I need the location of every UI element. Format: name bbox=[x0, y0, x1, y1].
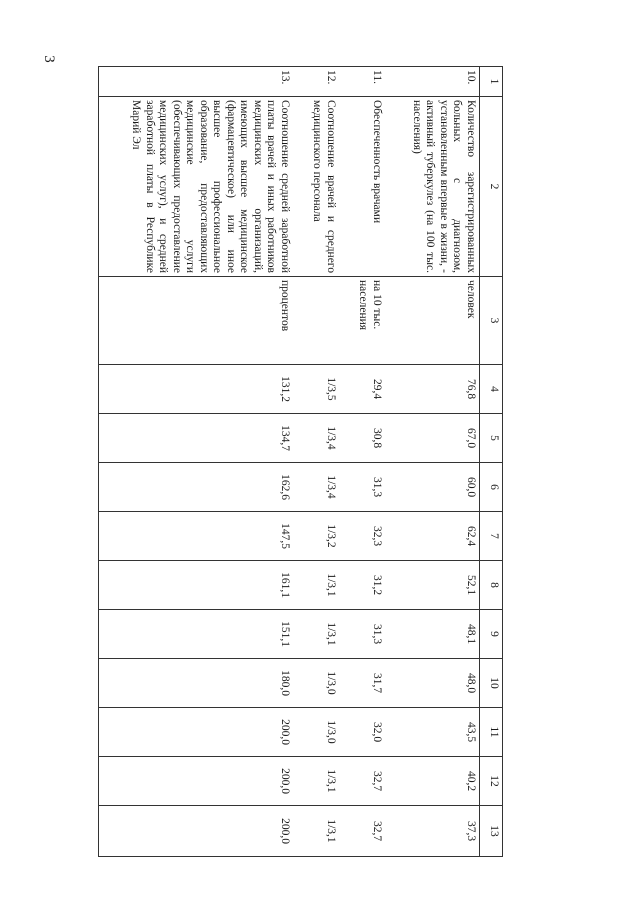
column-header: 4 bbox=[480, 365, 503, 414]
row-number: 12. bbox=[293, 67, 339, 97]
value-cell: 60,0 bbox=[385, 463, 480, 512]
row-number: 11. bbox=[339, 67, 385, 97]
value-cell: 161,1 bbox=[99, 561, 294, 610]
unit-cell bbox=[293, 277, 339, 365]
value-cell: 1/3,0 bbox=[293, 708, 339, 757]
page-number: 3 bbox=[41, 55, 57, 63]
value-cell: 29,4 bbox=[339, 365, 385, 414]
value-cell: 134,7 bbox=[99, 414, 294, 463]
value-cell: 162,6 bbox=[99, 463, 294, 512]
value-cell: 48,0 bbox=[385, 659, 480, 708]
value-cell: 1/3,0 bbox=[293, 659, 339, 708]
value-cell: 32,3 bbox=[339, 512, 385, 561]
value-cell: 76,8 bbox=[385, 365, 480, 414]
value-cell: 1/3,1 bbox=[293, 757, 339, 806]
value-cell: 31,3 bbox=[339, 463, 385, 512]
column-header: 2 bbox=[480, 97, 503, 277]
value-cell: 52,1 bbox=[385, 561, 480, 610]
value-cell: 131,2 bbox=[99, 365, 294, 414]
value-cell: 62,4 bbox=[385, 512, 480, 561]
indicator-name: Обеспеченность врачами bbox=[339, 97, 385, 277]
value-cell: 200,0 bbox=[99, 806, 294, 857]
column-header: 7 bbox=[480, 512, 503, 561]
value-cell: 32,0 bbox=[339, 708, 385, 757]
value-cell: 37,3 bbox=[385, 806, 480, 857]
column-header: 1 bbox=[480, 67, 503, 97]
value-cell: 180,0 bbox=[99, 659, 294, 708]
value-cell: 31,3 bbox=[339, 610, 385, 659]
column-header: 11 bbox=[480, 708, 503, 757]
table-row bbox=[99, 67, 294, 857]
value-cell: 32,7 bbox=[339, 806, 385, 857]
value-cell: 1/3,5 bbox=[293, 365, 339, 414]
value-cell: 43,5 bbox=[385, 708, 480, 757]
value-cell: 32,7 bbox=[339, 757, 385, 806]
value-cell: 200,0 bbox=[99, 708, 294, 757]
unit-cell: человек bbox=[385, 277, 480, 365]
value-cell: 1/3,1 bbox=[293, 806, 339, 857]
table-row bbox=[293, 67, 339, 857]
table-row bbox=[385, 67, 480, 857]
unit-cell: на 10 тыс. населения bbox=[339, 277, 385, 365]
row-number: 10. bbox=[385, 67, 480, 97]
indicator-name: Соотношение врачей и среднего медицинского персонала bbox=[293, 97, 339, 277]
value-cell: 147,5 bbox=[99, 512, 294, 561]
value-cell: 67,0 bbox=[385, 414, 480, 463]
column-header: 6 bbox=[480, 463, 503, 512]
value-cell: 31,7 bbox=[339, 659, 385, 708]
value-cell: 30,8 bbox=[339, 414, 385, 463]
value-cell: 31,2 bbox=[339, 561, 385, 610]
column-header: 8 bbox=[480, 561, 503, 610]
column-header: 12 bbox=[480, 757, 503, 806]
value-cell: 151,1 bbox=[99, 610, 294, 659]
table-row bbox=[339, 67, 385, 857]
value-cell: 1/3,4 bbox=[293, 463, 339, 512]
column-header: 3 bbox=[480, 277, 503, 365]
indicators-table-wrapper bbox=[98, 66, 503, 856]
indicators-table bbox=[98, 66, 503, 857]
table-header-row bbox=[480, 67, 503, 857]
column-header: 5 bbox=[480, 414, 503, 463]
value-cell: 1/3,1 bbox=[293, 561, 339, 610]
column-header: 9 bbox=[480, 610, 503, 659]
value-cell: 48,1 bbox=[385, 610, 480, 659]
unit-cell: процентов bbox=[99, 277, 294, 365]
value-cell: 1/3,4 bbox=[293, 414, 339, 463]
indicator-name: Соотношение средней заработной платы врачей и иных работников медицинских организаций, имеющих высшее медицинское (фармацевтическое) или иное высшее профессиональное образование, предоставляющих медицинские услуги (обеспечивающих предоставление медицинских услуг), и средней заработной платы в Республике Марий Эл bbox=[99, 97, 294, 277]
column-header: 13 bbox=[480, 806, 503, 857]
value-cell: 1/3,1 bbox=[293, 610, 339, 659]
indicator-name: Количество зарегистрированных больных с диагнозом, установленным впервые в жизни, - активный туберкулез (на 100 тыс. населения) bbox=[385, 97, 480, 277]
value-cell: 40,2 bbox=[385, 757, 480, 806]
row-number: 13. bbox=[99, 67, 294, 97]
column-header: 10 bbox=[480, 659, 503, 708]
value-cell: 1/3,2 bbox=[293, 512, 339, 561]
value-cell: 200,0 bbox=[99, 757, 294, 806]
